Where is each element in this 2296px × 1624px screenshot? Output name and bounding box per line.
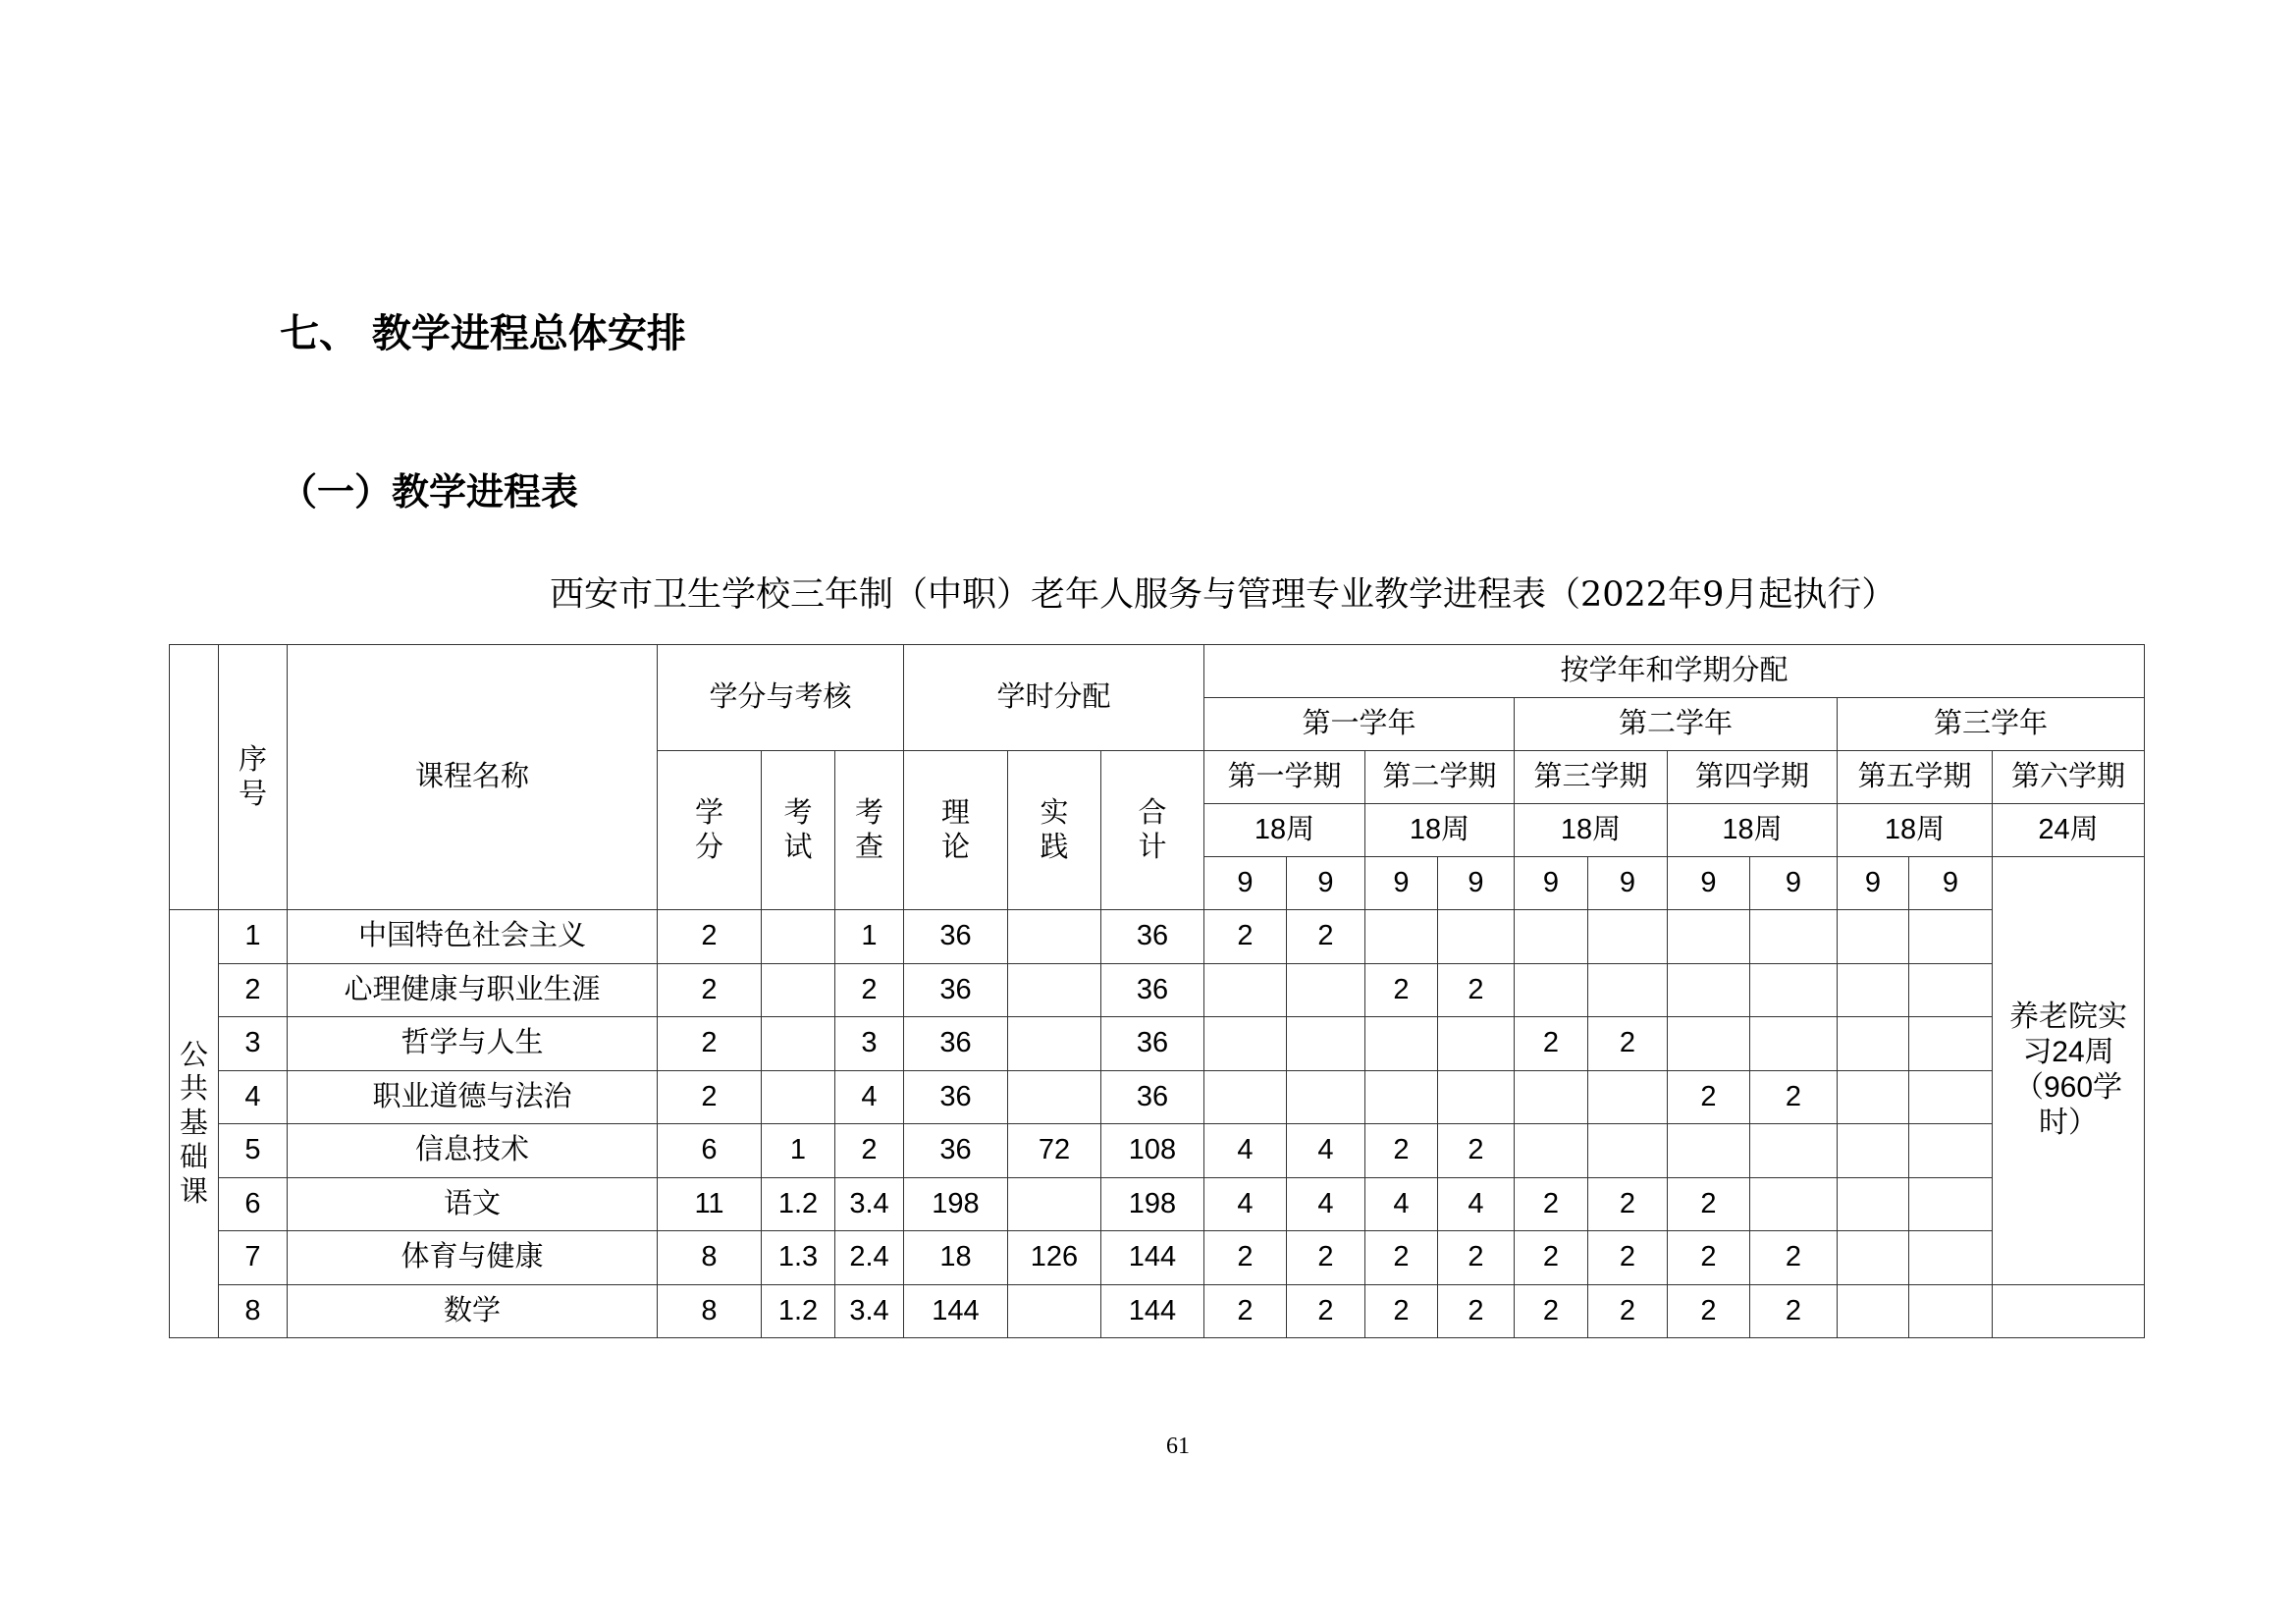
- weekly-hours-cell: 2: [1287, 1284, 1365, 1338]
- exam-cell: 1.3: [762, 1231, 835, 1285]
- theory-cell: 36: [904, 1124, 1008, 1178]
- weekly-hours-cell: 2: [1438, 1284, 1515, 1338]
- weekly-hours-cell: [1668, 1124, 1750, 1178]
- weekly-hours-cell: 4: [1287, 1177, 1365, 1231]
- weeks-4: 18周: [1668, 804, 1838, 857]
- header-row-1: [170, 645, 2145, 698]
- half-term-weeks: 9: [1204, 857, 1287, 910]
- half-term-weeks: 9: [1515, 857, 1588, 910]
- teaching-plan-table: [169, 644, 2145, 1338]
- internship-blank-cell: [1993, 1284, 2145, 1338]
- teaching-plan-body: [170, 645, 2145, 1338]
- weekly-hours-cell: [1838, 1070, 1909, 1124]
- table-row: [170, 1070, 2145, 1124]
- semester-2-header: 第二学期: [1365, 751, 1515, 804]
- half-term-weeks: 9: [1838, 857, 1909, 910]
- weekly-hours-cell: [1750, 963, 1838, 1017]
- weekly-hours-cell: 2: [1588, 1017, 1668, 1071]
- practice-cell: 72: [1008, 1124, 1101, 1178]
- seq-cell: 7: [219, 1231, 288, 1285]
- theory-cell: 36: [904, 1017, 1008, 1071]
- check-cell: 1: [835, 910, 904, 964]
- check-header: 考 查: [835, 751, 904, 910]
- weekly-hours-cell: 2: [1668, 1231, 1750, 1285]
- exam-cell: [762, 1070, 835, 1124]
- table-row: [170, 910, 2145, 964]
- weekly-hours-cell: [1588, 963, 1668, 1017]
- table-row: [170, 1124, 2145, 1178]
- weekly-hours-cell: 2: [1515, 1017, 1588, 1071]
- course-name-cell: 体育与健康: [288, 1231, 658, 1285]
- seq-cell: 5: [219, 1124, 288, 1178]
- table-row: [170, 963, 2145, 1017]
- weekly-hours-cell: [1838, 910, 1909, 964]
- semester-1-header: 第一学期: [1204, 751, 1365, 804]
- exam-header: 考 试: [762, 751, 835, 910]
- weekly-hours-cell: [1588, 1124, 1668, 1178]
- distribution-header: 按学年和学期分配: [1204, 645, 2145, 698]
- credit-cell: 11: [658, 1177, 762, 1231]
- internship-note: 养老院实习24周（960学时）: [1993, 910, 2145, 1231]
- practice-cell: [1008, 963, 1101, 1017]
- section-title: 七、 教学进程总体安排: [280, 311, 686, 356]
- half-term-weeks: 9: [1365, 857, 1438, 910]
- course-name-cell: 职业道德与法治: [288, 1070, 658, 1124]
- course-name-cell: 数学: [288, 1284, 658, 1338]
- weekly-hours-cell: [1909, 1177, 1993, 1231]
- practice-cell: [1008, 1177, 1101, 1231]
- weekly-hours-cell: [1750, 910, 1838, 964]
- weeks-6: 24周: [1993, 804, 2145, 857]
- weekly-hours-cell: [1204, 1017, 1287, 1071]
- weekly-hours-cell: 2: [1750, 1284, 1838, 1338]
- weekly-hours-cell: [1588, 910, 1668, 964]
- weekly-hours-cell: 2: [1438, 1124, 1515, 1178]
- total-header: 合 计: [1101, 751, 1204, 910]
- total-cell: 144: [1101, 1231, 1204, 1285]
- theory-cell: 18: [904, 1231, 1008, 1285]
- exam-cell: [762, 1017, 835, 1071]
- credit-cell: 2: [658, 910, 762, 964]
- check-cell: 2: [835, 963, 904, 1017]
- weekly-hours-cell: [1838, 963, 1909, 1017]
- credit-cell: 2: [658, 1070, 762, 1124]
- page-number: 61: [1166, 1434, 1190, 1459]
- weekly-hours-cell: [1438, 1070, 1515, 1124]
- weekly-hours-cell: [1588, 1070, 1668, 1124]
- weekly-hours-cell: 2: [1750, 1070, 1838, 1124]
- course-name-cell: 心理健康与职业生涯: [288, 963, 658, 1017]
- subsection-title: （一）教学进程表: [280, 470, 579, 514]
- seq-cell: 6: [219, 1177, 288, 1231]
- weekly-hours-cell: [1438, 910, 1515, 964]
- internship-blank-cell: [1993, 1231, 2145, 1285]
- weekly-hours-cell: [1909, 1231, 1993, 1285]
- weekly-hours-cell: 2: [1204, 1284, 1287, 1338]
- weekly-hours-cell: 2: [1438, 1231, 1515, 1285]
- weekly-hours-cell: 2: [1588, 1177, 1668, 1231]
- weekly-hours-cell: 2: [1287, 910, 1365, 964]
- weekly-hours-cell: 4: [1438, 1177, 1515, 1231]
- check-cell: 4: [835, 1070, 904, 1124]
- table-row: [170, 1177, 2145, 1231]
- semester-6-header: 第六学期: [1993, 751, 2145, 804]
- course-name-cell: 信息技术: [288, 1124, 658, 1178]
- table-caption: 西安市卫生学校三年制（中职）老年人服务与管理专业教学进程表（2022年9月起执行）: [550, 575, 1896, 615]
- credit-header: 学 分: [658, 751, 762, 910]
- total-cell: 36: [1101, 1070, 1204, 1124]
- hours-header: 学时分配: [904, 645, 1204, 751]
- half-term-weeks: 9: [1588, 857, 1668, 910]
- theory-header: 理 论: [904, 751, 1008, 910]
- course-name-cell: 哲学与人生: [288, 1017, 658, 1071]
- semester-6-weeks-blank: [1993, 857, 2145, 910]
- practice-cell: 126: [1008, 1231, 1101, 1285]
- weekly-hours-cell: [1909, 910, 1993, 964]
- weekly-hours-cell: [1838, 1177, 1909, 1231]
- weekly-hours-cell: 2: [1588, 1231, 1668, 1285]
- weekly-hours-cell: [1909, 963, 1993, 1017]
- year-1-header: 第一学年: [1204, 698, 1515, 751]
- weekly-hours-cell: [1750, 1124, 1838, 1178]
- weekly-hours-cell: 2: [1365, 1124, 1438, 1178]
- weekly-hours-cell: 2: [1438, 963, 1515, 1017]
- table-row: [170, 1231, 2145, 1285]
- half-term-weeks: 9: [1287, 857, 1365, 910]
- seq-header: 序 号: [219, 645, 288, 910]
- check-cell: 3.4: [835, 1284, 904, 1338]
- total-cell: 198: [1101, 1177, 1204, 1231]
- weekly-hours-cell: [1909, 1284, 1993, 1338]
- seq-cell: 3: [219, 1017, 288, 1071]
- practice-cell: [1008, 1017, 1101, 1071]
- total-cell: 36: [1101, 1017, 1204, 1071]
- weeks-3: 18周: [1515, 804, 1668, 857]
- weekly-hours-cell: [1838, 1284, 1909, 1338]
- total-cell: 108: [1101, 1124, 1204, 1178]
- weekly-hours-cell: 2: [1365, 1284, 1438, 1338]
- theory-cell: 144: [904, 1284, 1008, 1338]
- weekly-hours-cell: 2: [1668, 1070, 1750, 1124]
- weekly-hours-cell: 2: [1515, 1231, 1588, 1285]
- weekly-hours-cell: [1838, 1124, 1909, 1178]
- semester-3-header: 第三学期: [1515, 751, 1668, 804]
- weekly-hours-cell: 4: [1204, 1124, 1287, 1178]
- practice-cell: [1008, 1070, 1101, 1124]
- weekly-hours-cell: [1750, 1177, 1838, 1231]
- weekly-hours-cell: [1909, 1124, 1993, 1178]
- theory-cell: 36: [904, 1070, 1008, 1124]
- weekly-hours-cell: [1515, 910, 1588, 964]
- semester-4-header: 第四学期: [1668, 751, 1838, 804]
- weekly-hours-cell: [1668, 910, 1750, 964]
- weekly-hours-cell: [1909, 1070, 1993, 1124]
- credit-cell: 8: [658, 1231, 762, 1285]
- weekly-hours-cell: [1365, 1070, 1438, 1124]
- weeks-2: 18周: [1365, 804, 1515, 857]
- weekly-hours-cell: [1365, 910, 1438, 964]
- exam-cell: 1.2: [762, 1177, 835, 1231]
- exam-cell: [762, 910, 835, 964]
- check-cell: 2.4: [835, 1231, 904, 1285]
- course-name-cell: 语文: [288, 1177, 658, 1231]
- weekly-hours-cell: [1515, 1124, 1588, 1178]
- weekly-hours-cell: [1287, 1017, 1365, 1071]
- half-term-weeks: 9: [1668, 857, 1750, 910]
- weekly-hours-cell: 2: [1515, 1177, 1588, 1231]
- weekly-hours-cell: [1668, 1017, 1750, 1071]
- table-row: [170, 1284, 2145, 1338]
- weekly-hours-cell: 4: [1287, 1124, 1365, 1178]
- weeks-1: 18周: [1204, 804, 1365, 857]
- check-cell: 3.4: [835, 1177, 904, 1231]
- weekly-hours-cell: 2: [1750, 1231, 1838, 1285]
- exam-cell: 1: [762, 1124, 835, 1178]
- credit-exam-header: 学分与考核: [658, 645, 904, 751]
- course-name-header: 课程名称: [288, 645, 658, 910]
- total-cell: 144: [1101, 1284, 1204, 1338]
- weekly-hours-cell: [1204, 963, 1287, 1017]
- year-2-header: 第二学年: [1515, 698, 1838, 751]
- half-term-weeks: 9: [1750, 857, 1838, 910]
- weekly-hours-cell: 2: [1588, 1284, 1668, 1338]
- theory-cell: 36: [904, 910, 1008, 964]
- practice-header: 实 践: [1008, 751, 1101, 910]
- half-term-weeks: 9: [1909, 857, 1993, 910]
- weekly-hours-cell: 2: [1287, 1231, 1365, 1285]
- weekly-hours-cell: [1204, 1070, 1287, 1124]
- weekly-hours-cell: [1838, 1231, 1909, 1285]
- weekly-hours-cell: 2: [1515, 1284, 1588, 1338]
- weekly-hours-cell: 4: [1365, 1177, 1438, 1231]
- weekly-hours-cell: [1287, 963, 1365, 1017]
- weekly-hours-cell: [1515, 1070, 1588, 1124]
- practice-cell: [1008, 910, 1101, 964]
- weekly-hours-cell: [1838, 1017, 1909, 1071]
- weekly-hours-cell: [1515, 963, 1588, 1017]
- credit-cell: 8: [658, 1284, 762, 1338]
- course-name-cell: 中国特色社会主义: [288, 910, 658, 964]
- weeks-5: 18周: [1838, 804, 1993, 857]
- category-cell: 公 共 基 础 课: [170, 910, 219, 1338]
- weekly-hours-cell: 4: [1204, 1177, 1287, 1231]
- seq-cell: 2: [219, 963, 288, 1017]
- seq-cell: 1: [219, 910, 288, 964]
- weekly-hours-cell: [1909, 1017, 1993, 1071]
- corner-cell: [170, 645, 219, 910]
- total-cell: 36: [1101, 963, 1204, 1017]
- theory-cell: 198: [904, 1177, 1008, 1231]
- weekly-hours-cell: 2: [1365, 1231, 1438, 1285]
- weekly-hours-cell: [1668, 963, 1750, 1017]
- weekly-hours-cell: 2: [1204, 910, 1287, 964]
- weekly-hours-cell: 2: [1204, 1231, 1287, 1285]
- exam-cell: [762, 963, 835, 1017]
- exam-cell: 1.2: [762, 1284, 835, 1338]
- credit-cell: 2: [658, 963, 762, 1017]
- total-cell: 36: [1101, 910, 1204, 964]
- weekly-hours-cell: [1287, 1070, 1365, 1124]
- weekly-hours-cell: [1750, 1017, 1838, 1071]
- credit-cell: 2: [658, 1017, 762, 1071]
- weekly-hours-cell: [1365, 1017, 1438, 1071]
- weekly-hours-cell: [1438, 1017, 1515, 1071]
- semester-5-header: 第五学期: [1838, 751, 1993, 804]
- practice-cell: [1008, 1284, 1101, 1338]
- check-cell: 2: [835, 1124, 904, 1178]
- weekly-hours-cell: 2: [1668, 1177, 1750, 1231]
- table-row: [170, 1017, 2145, 1071]
- half-term-weeks: 9: [1438, 857, 1515, 910]
- year-3-header: 第三学年: [1838, 698, 2145, 751]
- credit-cell: 6: [658, 1124, 762, 1178]
- seq-cell: 8: [219, 1284, 288, 1338]
- weekly-hours-cell: 2: [1365, 963, 1438, 1017]
- seq-cell: 4: [219, 1070, 288, 1124]
- check-cell: 3: [835, 1017, 904, 1071]
- weekly-hours-cell: 2: [1668, 1284, 1750, 1338]
- theory-cell: 36: [904, 963, 1008, 1017]
